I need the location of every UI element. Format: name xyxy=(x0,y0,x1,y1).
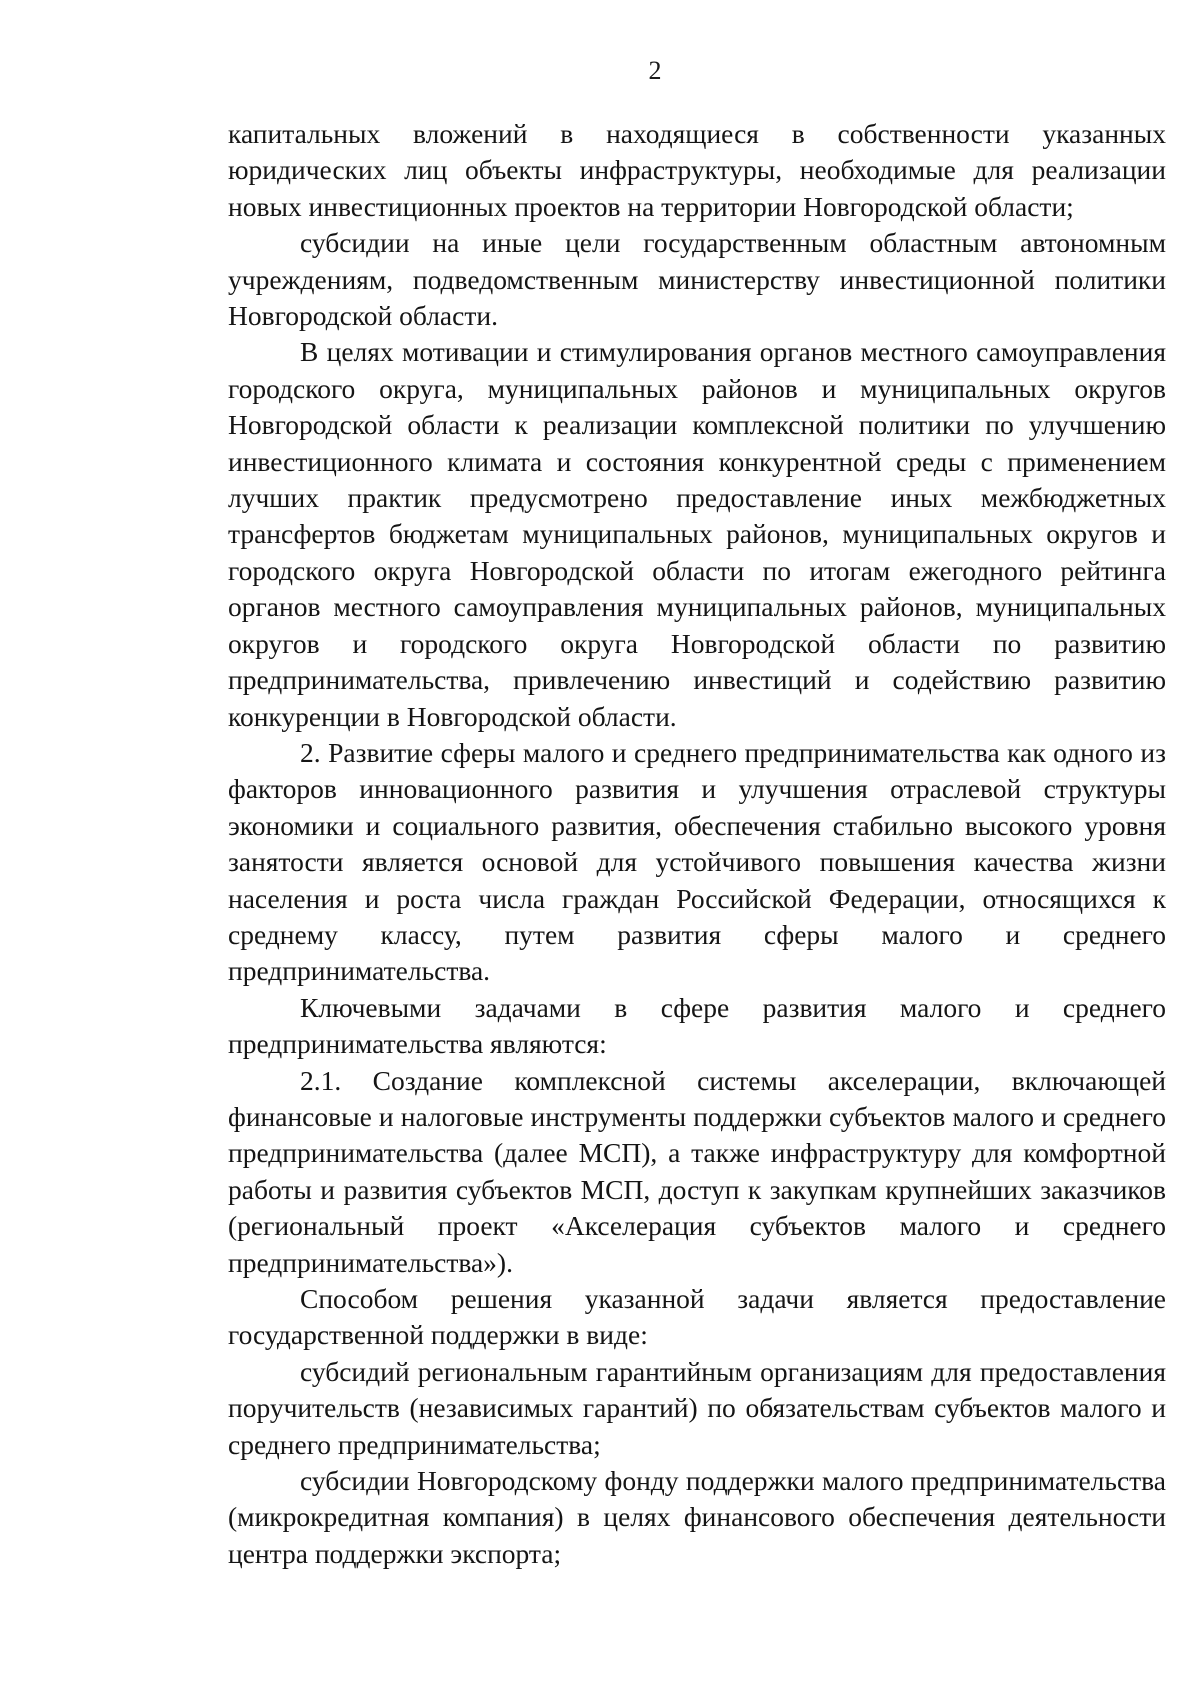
paragraph-acceleration-system: 2.1. Создание комплексной системы акселерации, включающей финансовые и налоговые инструменты поддержки субъектов малого и среднего предпринимательства (далее МСП), а также инфраструктуру для комфортной работы и развития субъектов МСП, доступ к закупкам крупнейших заказчиков (региональный проект «Акселерация субъектов малого и среднего предпринимательства»). xyxy=(228,1064,1166,1278)
paragraph-guarantee-subsidies: субсидий региональным гарантийным организациям для предоставления поручительств (независимых гарантий) по обязательствам субъектов малого и среднего предпринимательства; xyxy=(228,1355,1166,1460)
paragraph-subsidies-autonomous-institutions: субсидии на иные цели государственным областным автономным учреждениям, подведомственным министерству инвестиционной политики Новгородской области. xyxy=(228,227,1166,332)
paragraph-municipal-motivation: В целях мотивации и стимулирования органов местного самоуправления городского округа, муниципальных районов и муниципальных округов Новгородской области к реализации комплексной политики по улучшению инвестиционного климата и состояния конкурентной среды с применением лучших практик предусмотрено предоставление иных межбюджетных трансфертов бюджетам муниципальных районов, муниципальных округов и городского округа Новгородской области по итогам ежегодного рейтинга органов местного самоуправления муниципальных районов, муниципальных округов и городского округа Новгородской области по развитию предпринимательства, привлечению инвестиций и содействию развитию конкуренции в Новгородской области. xyxy=(228,336,1166,732)
page-number: 2 xyxy=(648,56,662,85)
paragraph-infrastructure-investments: капитальных вложений в находящиеся в собственности указанных юридических лиц объекты инфраструктуры, необходимые для реализации новых инвестиционных проектов на территории Новгородской области; xyxy=(228,118,1166,222)
paragraph-export-center-subsidy: субсидии Новгородскому фонду поддержки малого предпринимательства (микрокредитная компания) в целях финансового обеспечения деятельности центра поддержки экспорта; xyxy=(228,1465,1166,1569)
paragraph-solution-method: Способом решения указанной задачи является предоставление государственной поддержки в виде: xyxy=(228,1283,1166,1351)
paragraph-key-tasks: Ключевыми задачами в сфере развития малого и среднего предпринимательства являются: xyxy=(228,991,1166,1060)
document-body xyxy=(228,116,1166,1572)
paragraph-sme-development: 2. Развитие сферы малого и среднего предпринимательства как одного из факторов инновационного развития и улучшения отраслевой структуры экономики и социального развития, обеспечения стабильно высокого уровня занятости является основой для устойчивого повышения качества жизни населения и роста числа граждан Российской Федерации, относящихся к среднему классу, путем развития сферы малого и среднего предпринимательства. xyxy=(228,736,1166,987)
